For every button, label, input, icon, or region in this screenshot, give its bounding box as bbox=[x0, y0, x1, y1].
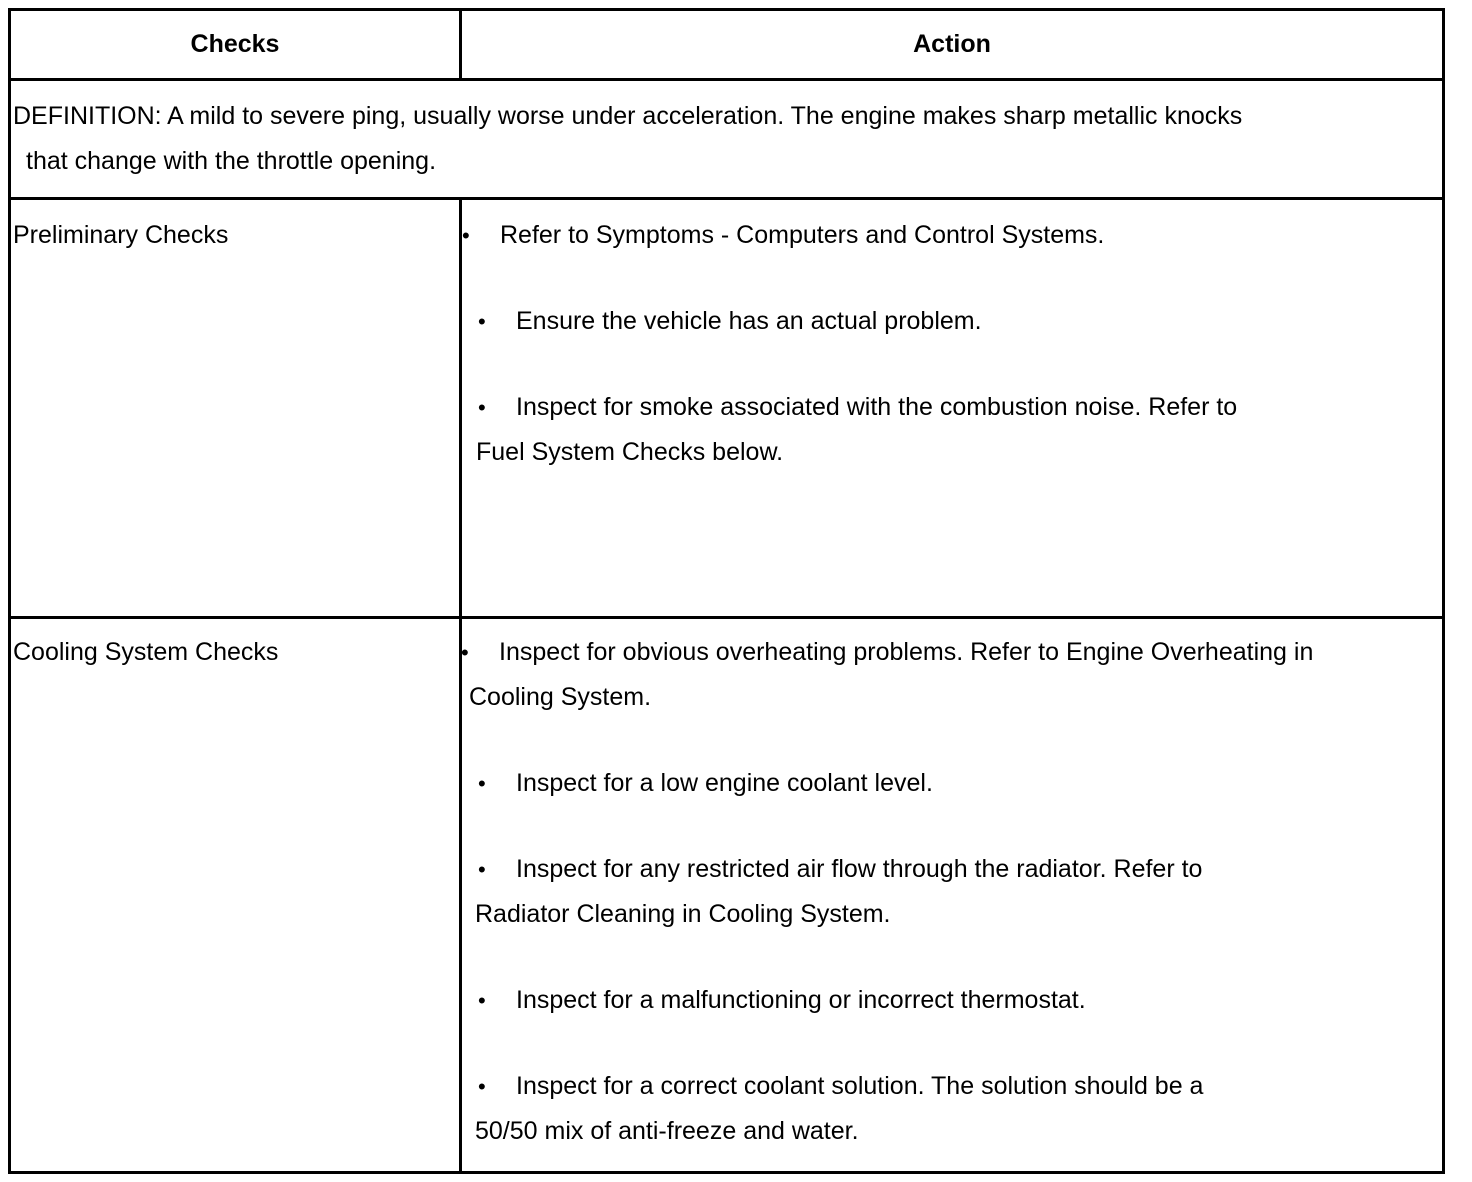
bullet-icon: • bbox=[478, 771, 486, 796]
column-divider bbox=[459, 197, 462, 1174]
header-checks: Checks bbox=[190, 30, 280, 58]
action-text: Ensure the vehicle has an actual problem. bbox=[516, 307, 982, 335]
action-text: Inspect for smoke associated with the combustion noise. Refer to bbox=[516, 393, 1238, 421]
bullet-icon: • bbox=[478, 857, 486, 882]
definition-divider bbox=[11, 197, 1442, 200]
bullet-icon: • bbox=[462, 223, 470, 248]
action-text: Inspect for any restricted air flow through the radiator. Refer to bbox=[516, 855, 1203, 883]
bullet-icon: • bbox=[478, 988, 486, 1013]
check-cooling-system: Cooling System Checks bbox=[13, 638, 279, 666]
action-text-continued: 50/50 mix of anti-freeze and water. bbox=[475, 1117, 859, 1145]
bullet-icon: • bbox=[461, 640, 469, 665]
action-text-continued: Cooling System. bbox=[469, 683, 652, 711]
action-text: Inspect for a malfunctioning or incorrect thermostat. bbox=[516, 986, 1086, 1014]
check-preliminary: Preliminary Checks bbox=[13, 221, 229, 249]
header-action: Action bbox=[913, 30, 991, 58]
action-text: Inspect for a low engine coolant level. bbox=[516, 769, 933, 797]
definition-text-line1: DEFINITION: A mild to severe ping, usually worse under acceleration. The engine makes sharp metallic knocks bbox=[13, 102, 1243, 130]
bullet-icon: • bbox=[478, 395, 486, 420]
action-text-continued: Radiator Cleaning in Cooling System. bbox=[475, 900, 891, 928]
definition-text-line2: that change with the throttle opening. bbox=[26, 147, 437, 175]
row-divider bbox=[11, 616, 1442, 619]
action-text: Inspect for obvious overheating problems. Refer to Engine Overheating in bbox=[499, 638, 1314, 666]
action-text: Inspect for a correct coolant solution. The solution should be a bbox=[516, 1072, 1204, 1100]
bullet-icon: • bbox=[478, 309, 486, 334]
header-divider bbox=[11, 78, 1442, 81]
action-text-continued: Fuel System Checks below. bbox=[476, 438, 784, 466]
action-text: Refer to Symptoms - Computers and Control Systems. bbox=[500, 221, 1105, 249]
bullet-icon: • bbox=[478, 1074, 486, 1099]
